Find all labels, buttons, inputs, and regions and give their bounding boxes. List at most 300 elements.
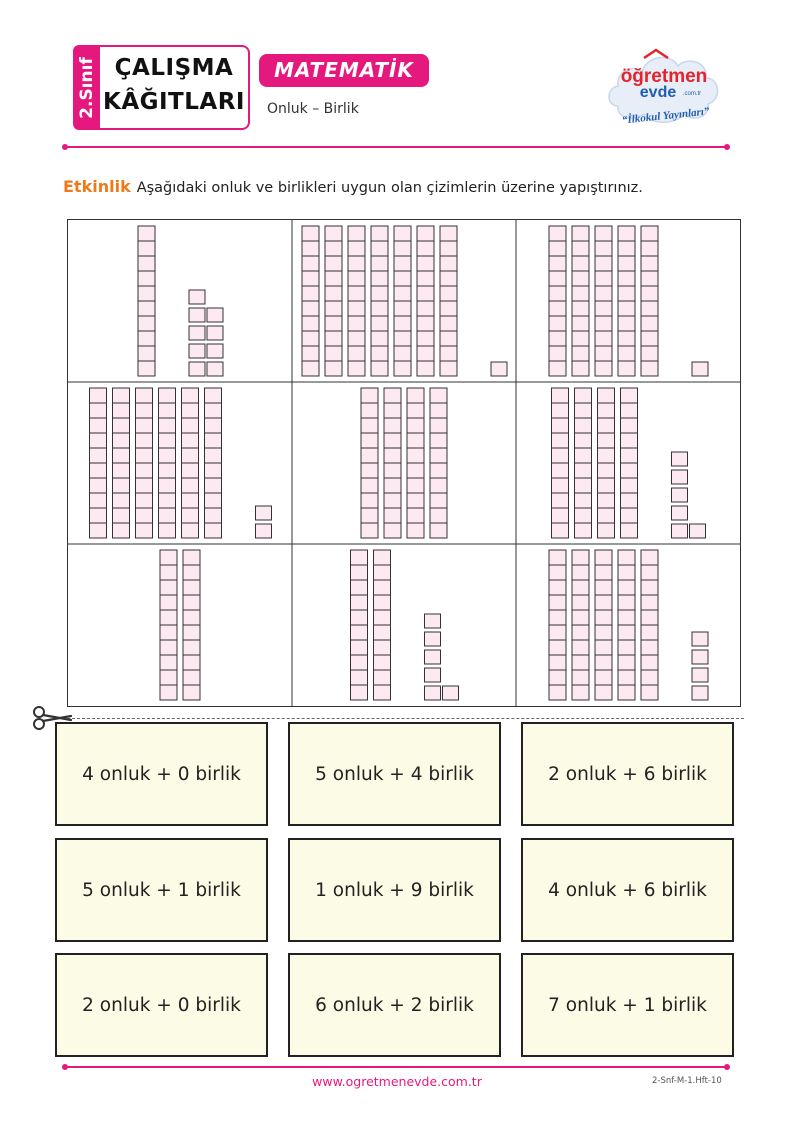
- one-cube: [256, 524, 272, 538]
- rod-segment: [325, 226, 342, 241]
- rod-segment: [417, 361, 434, 376]
- rod-segment: [183, 595, 200, 610]
- block-cell: [302, 226, 507, 376]
- rod-segment: [183, 625, 200, 640]
- rod-segment: [430, 478, 447, 493]
- rod-segment: [113, 388, 130, 403]
- instruction: [63, 177, 643, 196]
- rod-segment: [361, 403, 378, 418]
- rod-segment: [572, 316, 589, 331]
- rod-segment: [618, 550, 635, 565]
- rod-segment: [641, 550, 658, 565]
- rod-segment: [641, 655, 658, 670]
- one-cube: [425, 686, 441, 700]
- rod-segment: [430, 418, 447, 433]
- rod-segment: [113, 493, 130, 508]
- rod-segment: [325, 271, 342, 286]
- rod-segment: [621, 418, 638, 433]
- rod-segment: [572, 655, 589, 670]
- rod-segment: [90, 493, 107, 508]
- rod-segment: [374, 550, 391, 565]
- one-cube: [692, 632, 708, 646]
- rod-segment: [182, 523, 199, 538]
- footer-url: www.ogretmenevde.com.tr: [312, 1074, 482, 1089]
- rod-segment: [552, 403, 569, 418]
- rod-segment: [205, 523, 222, 538]
- rod-segment: [598, 448, 615, 463]
- rod-segment: [641, 595, 658, 610]
- rod-segment: [641, 271, 658, 286]
- footer-code: 2-Snf-M-1.Hft-10: [652, 1076, 722, 1086]
- rod-segment: [407, 493, 424, 508]
- rod-segment: [160, 550, 177, 565]
- rod-segment: [549, 286, 566, 301]
- rod-segment: [348, 316, 365, 331]
- answer-card-8[interactable]: 6 onluk + 2 birlik: [288, 953, 501, 1057]
- one-cube: [692, 650, 708, 664]
- rod-segment: [552, 448, 569, 463]
- rod-segment: [302, 241, 319, 256]
- ten-rod: [182, 388, 199, 538]
- rod-segment: [371, 301, 388, 316]
- rod-segment: [641, 346, 658, 361]
- rod-segment: [138, 271, 155, 286]
- rod-segment: [394, 361, 411, 376]
- rod-segment: [159, 478, 176, 493]
- rod-segment: [374, 610, 391, 625]
- rod-segment: [351, 610, 368, 625]
- rod-segment: [394, 286, 411, 301]
- one-cube: [672, 470, 688, 484]
- rod-segment: [618, 625, 635, 640]
- rod-segment: [572, 256, 589, 271]
- rod-segment: [575, 493, 592, 508]
- rod-segment: [407, 463, 424, 478]
- block-cell: [552, 388, 706, 538]
- ten-rod: [302, 226, 319, 376]
- rod-segment: [621, 523, 638, 538]
- rod-segment: [183, 610, 200, 625]
- one-cube: [189, 290, 205, 304]
- rod-segment: [160, 610, 177, 625]
- one-cube: [207, 308, 223, 322]
- title-box: [100, 45, 250, 130]
- answer-card-5[interactable]: 1 onluk + 9 birlik: [288, 838, 501, 942]
- rod-segment: [361, 523, 378, 538]
- rod-segment: [183, 655, 200, 670]
- rod-segment: [351, 565, 368, 580]
- rod-segment: [595, 580, 612, 595]
- rod-segment: [90, 403, 107, 418]
- activity-label: Etkinlik: [63, 177, 131, 196]
- rod-segment: [136, 508, 153, 523]
- rod-segment: [549, 550, 566, 565]
- rod-segment: [384, 388, 401, 403]
- rod-segment: [183, 685, 200, 700]
- block-cell: [549, 226, 708, 376]
- rod-segment: [205, 493, 222, 508]
- rod-segment: [394, 256, 411, 271]
- ten-rod: [417, 226, 434, 376]
- rod-segment: [595, 271, 612, 286]
- rod-segment: [549, 331, 566, 346]
- ten-rod: [549, 550, 566, 700]
- rod-segment: [618, 595, 635, 610]
- rod-segment: [160, 685, 177, 700]
- rod-segment: [160, 640, 177, 655]
- rod-segment: [302, 301, 319, 316]
- rod-segment: [598, 433, 615, 448]
- rod-segment: [618, 670, 635, 685]
- rod-segment: [572, 565, 589, 580]
- rod-segment: [552, 523, 569, 538]
- rod-segment: [621, 388, 638, 403]
- title-line-2: KÂĞITLARI: [103, 89, 245, 115]
- rod-segment: [183, 640, 200, 655]
- rod-segment: [325, 301, 342, 316]
- rod-segment: [205, 403, 222, 418]
- rod-segment: [572, 226, 589, 241]
- rod-segment: [552, 478, 569, 493]
- rod-segment: [136, 493, 153, 508]
- rod-segment: [90, 478, 107, 493]
- ten-rod: [361, 388, 378, 538]
- ten-rod: [351, 550, 368, 700]
- one-cube: [690, 524, 706, 538]
- rod-segment: [183, 550, 200, 565]
- subject-badge: MATEMATİK: [259, 54, 429, 87]
- rod-segment: [361, 448, 378, 463]
- rod-segment: [407, 448, 424, 463]
- rod-segment: [595, 346, 612, 361]
- rod-segment: [549, 670, 566, 685]
- rod-segment: [374, 580, 391, 595]
- rod-segment: [90, 388, 107, 403]
- rod-segment: [90, 433, 107, 448]
- ten-rod: [572, 550, 589, 700]
- rod-segment: [325, 331, 342, 346]
- rod-segment: [182, 418, 199, 433]
- rod-segment: [598, 403, 615, 418]
- one-cube: [189, 308, 205, 322]
- rod-segment: [351, 580, 368, 595]
- rod-segment: [160, 565, 177, 580]
- one-cube: [672, 452, 688, 466]
- rod-segment: [575, 403, 592, 418]
- rod-segment: [407, 478, 424, 493]
- answer-card-3[interactable]: 2 onluk + 6 birlik: [521, 722, 734, 826]
- rod-segment: [384, 508, 401, 523]
- one-cube: [189, 362, 205, 376]
- rod-segment: [407, 523, 424, 538]
- rod-segment: [182, 508, 199, 523]
- rod-segment: [205, 433, 222, 448]
- rod-segment: [113, 418, 130, 433]
- rod-segment: [384, 433, 401, 448]
- rod-segment: [641, 361, 658, 376]
- rod-segment: [138, 331, 155, 346]
- rod-segment: [595, 331, 612, 346]
- rod-segment: [205, 508, 222, 523]
- rod-segment: [549, 595, 566, 610]
- rod-segment: [374, 595, 391, 610]
- answer-card-4[interactable]: 5 onluk + 1 birlik: [55, 838, 268, 942]
- rod-segment: [575, 418, 592, 433]
- rod-segment: [595, 316, 612, 331]
- rod-segment: [407, 403, 424, 418]
- rod-segment: [374, 685, 391, 700]
- rod-segment: [572, 346, 589, 361]
- answer-card-2[interactable]: 5 onluk + 4 birlik: [288, 722, 501, 826]
- rod-segment: [621, 433, 638, 448]
- ten-rod: [136, 388, 153, 538]
- rod-segment: [205, 448, 222, 463]
- rod-segment: [417, 331, 434, 346]
- answer-card-1[interactable]: 4 onluk + 0 birlik: [55, 722, 268, 826]
- rod-segment: [351, 685, 368, 700]
- rod-segment: [351, 670, 368, 685]
- rod-segment: [618, 271, 635, 286]
- rod-segment: [136, 448, 153, 463]
- rod-segment: [595, 625, 612, 640]
- rod-segment: [351, 595, 368, 610]
- ten-rod: [407, 388, 424, 538]
- topic-label: Onluk – Birlik: [267, 101, 359, 117]
- rod-segment: [325, 346, 342, 361]
- rod-segment: [159, 508, 176, 523]
- rod-segment: [641, 565, 658, 580]
- rod-segment: [302, 331, 319, 346]
- rod-segment: [440, 286, 457, 301]
- rod-segment: [160, 655, 177, 670]
- rod-segment: [325, 361, 342, 376]
- rod-segment: [371, 241, 388, 256]
- rod-segment: [417, 226, 434, 241]
- rod-segment: [549, 685, 566, 700]
- rod-segment: [361, 388, 378, 403]
- ten-rod: [641, 226, 658, 376]
- rod-segment: [621, 448, 638, 463]
- rod-segment: [430, 523, 447, 538]
- rod-segment: [371, 331, 388, 346]
- rod-segment: [159, 448, 176, 463]
- one-cube: [189, 326, 205, 340]
- rod-segment: [394, 226, 411, 241]
- header-divider: [65, 146, 727, 148]
- rod-segment: [361, 493, 378, 508]
- rod-segment: [595, 565, 612, 580]
- rod-segment: [394, 301, 411, 316]
- rod-segment: [552, 433, 569, 448]
- rod-segment: [621, 478, 638, 493]
- rod-segment: [641, 625, 658, 640]
- ten-rod: [394, 226, 411, 376]
- ten-rod: [595, 226, 612, 376]
- rod-segment: [430, 493, 447, 508]
- rod-segment: [138, 346, 155, 361]
- answer-card-7[interactable]: 2 onluk + 0 birlik: [55, 953, 268, 1057]
- rod-segment: [182, 388, 199, 403]
- rod-segment: [595, 301, 612, 316]
- rod-segment: [598, 523, 615, 538]
- rod-segment: [575, 388, 592, 403]
- ten-rod: [549, 226, 566, 376]
- rod-segment: [621, 403, 638, 418]
- rod-segment: [384, 478, 401, 493]
- block-cell: [138, 226, 223, 376]
- rod-segment: [572, 361, 589, 376]
- rod-segment: [430, 403, 447, 418]
- rod-segment: [641, 685, 658, 700]
- rod-segment: [182, 433, 199, 448]
- rod-segment: [572, 640, 589, 655]
- rod-segment: [361, 463, 378, 478]
- ten-rod: [183, 550, 200, 700]
- rod-segment: [302, 286, 319, 301]
- rod-segment: [595, 550, 612, 565]
- rod-segment: [618, 241, 635, 256]
- rod-segment: [595, 226, 612, 241]
- ten-rod: [348, 226, 365, 376]
- rod-segment: [595, 241, 612, 256]
- rod-segment: [371, 361, 388, 376]
- rod-segment: [430, 508, 447, 523]
- rod-segment: [549, 640, 566, 655]
- one-cube: [425, 650, 441, 664]
- rod-segment: [552, 418, 569, 433]
- block-cell: [90, 388, 272, 538]
- rod-segment: [618, 565, 635, 580]
- rod-segment: [572, 286, 589, 301]
- rod-segment: [575, 478, 592, 493]
- rod-segment: [138, 301, 155, 316]
- rod-segment: [351, 640, 368, 655]
- rod-segment: [159, 403, 176, 418]
- rod-segment: [371, 256, 388, 271]
- rod-segment: [394, 271, 411, 286]
- ten-rod: [575, 388, 592, 538]
- one-cube: [692, 686, 708, 700]
- rod-segment: [136, 403, 153, 418]
- rod-segment: [138, 286, 155, 301]
- rod-segment: [407, 508, 424, 523]
- rod-segment: [371, 226, 388, 241]
- rod-segment: [384, 493, 401, 508]
- rod-segment: [598, 508, 615, 523]
- one-cube: [425, 668, 441, 682]
- rod-segment: [205, 388, 222, 403]
- rod-segment: [595, 670, 612, 685]
- rod-segment: [371, 316, 388, 331]
- one-cube: [256, 506, 272, 520]
- rod-segment: [575, 523, 592, 538]
- rod-segment: [302, 316, 319, 331]
- rod-segment: [572, 625, 589, 640]
- rod-segment: [407, 388, 424, 403]
- rod-segment: [205, 478, 222, 493]
- rod-segment: [618, 256, 635, 271]
- rod-segment: [348, 271, 365, 286]
- rod-segment: [302, 226, 319, 241]
- answer-card-9[interactable]: 7 onluk + 1 birlik: [521, 953, 734, 1057]
- rod-segment: [618, 346, 635, 361]
- rod-segment: [641, 670, 658, 685]
- rod-segment: [113, 433, 130, 448]
- rod-segment: [351, 625, 368, 640]
- one-cube: [425, 632, 441, 646]
- ten-rod: [160, 550, 177, 700]
- rod-segment: [113, 508, 130, 523]
- rod-segment: [205, 418, 222, 433]
- rod-segment: [302, 271, 319, 286]
- rod-segment: [572, 595, 589, 610]
- rod-segment: [621, 463, 638, 478]
- rod-segment: [159, 388, 176, 403]
- rod-segment: [641, 241, 658, 256]
- rod-segment: [374, 655, 391, 670]
- rod-segment: [160, 580, 177, 595]
- instruction-text: Aşağıdaki onluk ve birlikleri uygun olan çizimlerin üzerine yapıştırınız.: [136, 180, 643, 196]
- block-grid: [67, 219, 741, 707]
- cloud-logo-icon: [604, 44, 724, 134]
- rod-segment: [572, 331, 589, 346]
- rod-segment: [348, 331, 365, 346]
- rod-segment: [160, 625, 177, 640]
- rod-segment: [595, 655, 612, 670]
- answer-card-6[interactable]: 4 onluk + 6 birlik: [521, 838, 734, 942]
- one-cube: [672, 524, 688, 538]
- rod-segment: [549, 610, 566, 625]
- rod-segment: [374, 565, 391, 580]
- rod-segment: [549, 316, 566, 331]
- block-cell: [549, 550, 708, 700]
- rod-segment: [430, 463, 447, 478]
- rod-segment: [348, 286, 365, 301]
- rod-segment: [595, 610, 612, 625]
- rod-segment: [621, 493, 638, 508]
- rod-segment: [371, 346, 388, 361]
- rod-segment: [552, 463, 569, 478]
- ten-rod: [618, 550, 635, 700]
- rod-segment: [575, 463, 592, 478]
- rod-segment: [348, 256, 365, 271]
- rod-segment: [136, 418, 153, 433]
- rod-segment: [182, 478, 199, 493]
- one-cube: [207, 344, 223, 358]
- rod-segment: [159, 418, 176, 433]
- rod-segment: [440, 256, 457, 271]
- rod-segment: [598, 418, 615, 433]
- footer-divider: [65, 1066, 727, 1068]
- one-cube: [207, 326, 223, 340]
- ten-rod: [159, 388, 176, 538]
- one-cube: [692, 362, 708, 376]
- rod-segment: [575, 508, 592, 523]
- rod-segment: [394, 331, 411, 346]
- rod-segment: [384, 523, 401, 538]
- rod-segment: [113, 478, 130, 493]
- rod-segment: [440, 226, 457, 241]
- rod-segment: [440, 346, 457, 361]
- rod-segment: [549, 625, 566, 640]
- rod-segment: [595, 361, 612, 376]
- rod-segment: [440, 316, 457, 331]
- rod-segment: [572, 670, 589, 685]
- rod-segment: [183, 580, 200, 595]
- rod-segment: [182, 463, 199, 478]
- rod-segment: [641, 640, 658, 655]
- rod-segment: [572, 301, 589, 316]
